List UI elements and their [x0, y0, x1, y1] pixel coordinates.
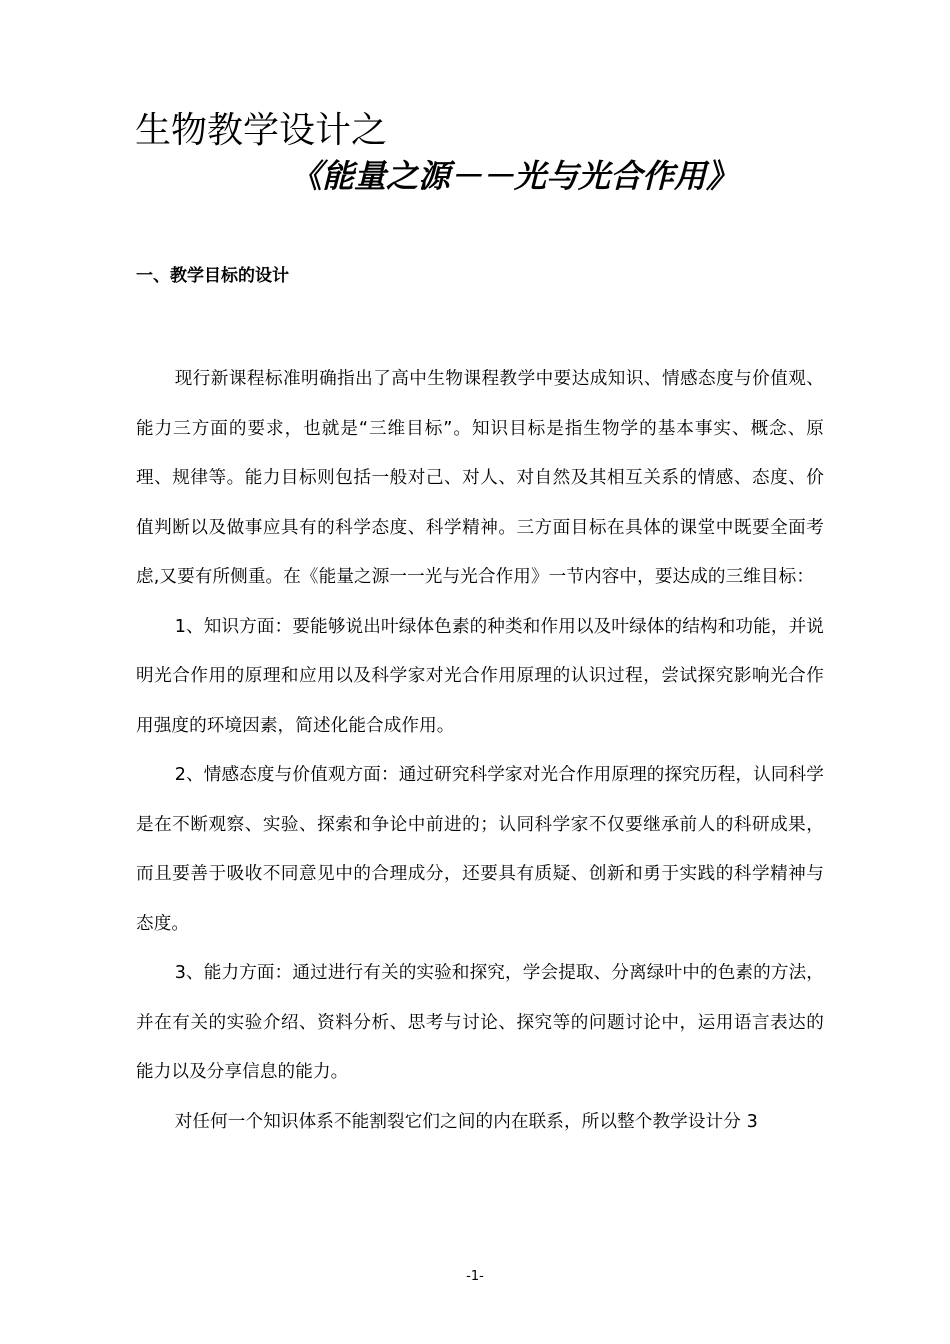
paragraph-knowledge-goal: 1、知识方面：要能够说出叶绿体色素的种类和作用以及叶绿体的结构和功能，并说明光合作用的原理和应用以及科学家对光合作用原理的认识过程，尝试探究影响光合作用强度的环境因素，简述化能合成作用。: [136, 616, 824, 736]
document-title: 生物教学设计之: [135, 110, 388, 151]
paragraph-closing: 对任何一个知识体系不能割裂它们之间的内在联系，所以整个教学设计分 3: [174, 1111, 758, 1132]
section-heading: 一、教学目标的设计: [136, 266, 289, 286]
paragraph-ability-goal: 3、能力方面：通过进行有关的实验和探究，学会提取、分离绿叶中的色素的方法，并在有关的实验介绍、资料分析、思考与讨论、探究等的问题讨论中，运用语言表达的能力以及分享信息的能力。: [136, 963, 824, 1082]
page-number: -1-: [466, 1269, 484, 1284]
document-subtitle: 《能量之源－－光与光合作用》: [290, 157, 739, 195]
body-text: [136, 355, 824, 1147]
paragraph-attitude-goal: 2、情感态度与价值观方面：通过研究科学家对光合作用原理的探究历程，认同科学是在不断观察、实验、探索和争论中前进的；认同科学家不仅要继承前人的科研成果，而且要善于吸收不同意见中的合理成分，还要具有质疑、创新和勇于实践的科学精神与态度。: [136, 765, 824, 934]
paragraph-intro: 现行新课程标准明确指出了高中生物课程教学中要达成知识、情感态度与价值观、能力三方面的要求，也就是“三维目标”。知识目标是指生物学的基本事实、概念、原理、规律等。能力目标则包括一般对己、对人、对自然及其相互关系的情感、态度、价值判断以及做事应具有的科学态度、科学精神。三方面目标在具体的课堂中既要全面考虑,又要有所侧重。在《能量之源一一光与光合作用》一节内容中，要达成的三维目标：: [136, 369, 824, 587]
